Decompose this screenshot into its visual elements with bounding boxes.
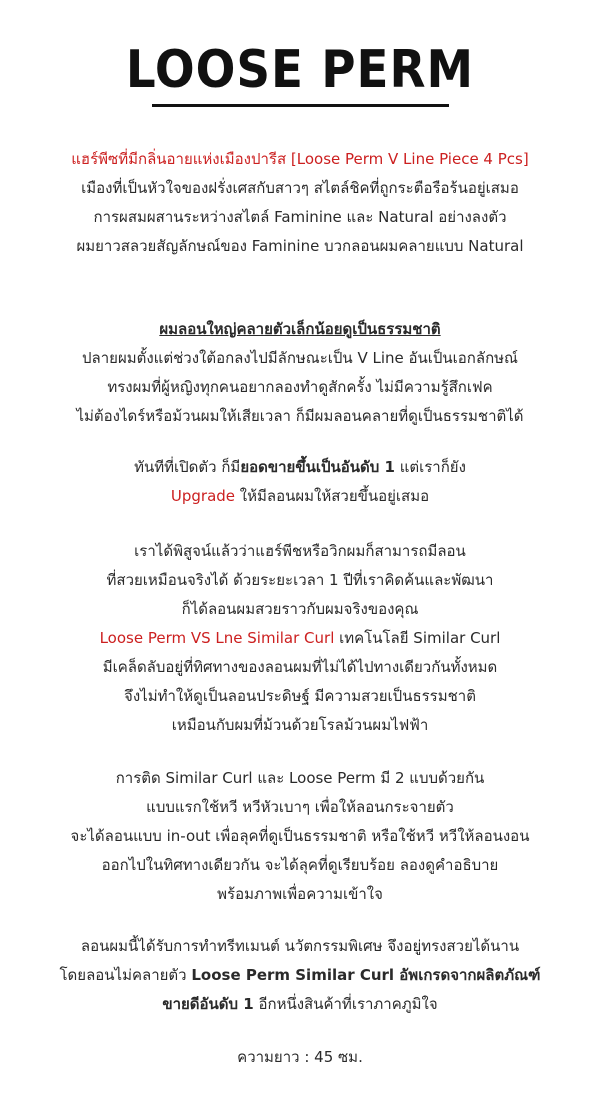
technology-line-1: เราได้พิสูจน์แล้วว่าแฮร์พีชหรือวิกผมก็สามารถมีลอน (134, 542, 466, 560)
treatment-line-1: ลอนผมนี้ได้รับการทำทรีทเมนต์ นวัตกรรมพิเศษ จึงอยู่ทรงสวยได้นาน (80, 937, 520, 955)
bestseller-pre-text: ทันทีที่เปิดตัว ก็มี (134, 458, 241, 476)
length-text: ความยาว : 45 ซม. (237, 1048, 363, 1066)
bestseller-post-text: แต่เราก็ยัง (394, 458, 466, 476)
bestseller-line-2 (0, 482, 600, 511)
styling-line-1: การติด Similar Curl และ Loose Perm มี 2 แบบด้วยกัน (115, 769, 485, 787)
treatment-section (0, 932, 600, 1019)
styling-line-5: พร้อมภาพเพื่อความเข้าใจ (217, 885, 383, 903)
technology-line-4 (0, 624, 600, 653)
intro-line-3: การผสมผสานระหว่างสไตล์ Faminine และ Natural อย่างลงตัว (93, 208, 507, 226)
technology-line-5: มีเคล็ดลับอยู่ที่ทิศทางของลอนผมที่ไม่ได้ไปทางเดียวกันทั้งหมด (102, 658, 498, 676)
intro-section (0, 145, 600, 261)
feature-section (0, 315, 600, 431)
styling-section (0, 764, 600, 909)
page-title: LOOSE PERM (125, 40, 475, 100)
feature-line-1: ปลายผมตั้งแต่ช่วงใต้อกลงไปมีลักษณะเป็น V Line อันเป็นเอกลักษณ์ (82, 349, 518, 367)
intro-headline: แฮร์พีซที่มีกลิ่นอายแห่งเมืองปารีส [Loose Perm V Line Piece 4 Pcs] (71, 150, 529, 168)
treatment-line-2-pre: โดยลอนไม่คลายตัว (59, 966, 192, 984)
similar-curl-highlight: Loose Perm VS Lne Similar Curl (99, 629, 335, 647)
styling-line-2: แบบแรกใช้หวี หวีหัวเบาๆ เพื่อให้ลอนกระจายตัว (146, 798, 454, 816)
upgrade-post-text: ให้มีลอนผมให้สวยขึ้นอยู่เสมอ (235, 487, 430, 505)
length-section (0, 1043, 600, 1072)
technology-line-7: เหมือนกับผมที่ม้วนด้วยโรลม้วนผมไฟฟ้า (171, 716, 429, 734)
feature-line-3: ไม่ต้องไดร์หรือม้วนผมให้เสียเวลา ก็มีผมลอนคลายที่ดูเป็นธรรมชาติได้ (76, 407, 524, 425)
treatment-line-2-bold: Loose Perm Similar Curl อัพเกรดจากผลิตภัณฑ์ (191, 966, 541, 984)
treatment-line-2 (0, 961, 600, 990)
treatment-line-3-bold: ขายดีอันดับ 1 (162, 995, 254, 1013)
treatment-line-3-post: อีกหนึ่งสินค้าที่เราภาคภูมิใจ (253, 995, 438, 1013)
technology-line-6: จึงไม่ทำให้ดูเป็นลอนประดิษฐ์ มีความสวยเป็นธรรมชาติ (124, 687, 476, 705)
technology-section (0, 537, 600, 740)
technology-line-2: ที่สวยเหมือนจริงได้ ด้วยระยะเวลา 1 ปีที่เราคิดค้นและพัฒนา (106, 571, 494, 589)
bestseller-section (0, 453, 600, 511)
styling-line-3: จะได้ลอนแบบ in-out เพื่อลุคที่ดูเป็นธรรมชาติ หรือใช้หวี หวีให้ลอนงอน (70, 827, 530, 845)
intro-line-4: ผมยาวสลวยสัญลักษณ์ของ Faminine บวกลอนผมคลายแบบ Natural (76, 237, 524, 255)
upgrade-highlight: Upgrade (170, 487, 236, 505)
bestseller-line-1 (0, 453, 600, 482)
title-underline (152, 104, 449, 107)
technology-line-4-post: เทคโนโลยี Similar Curl (334, 629, 501, 647)
styling-line-4: ออกไปในทิศทางเดียวกัน จะได้ลุคที่ดูเรียบร้อย ลองดูคำอธิบาย (101, 856, 499, 874)
intro-line-2: เมืองที่เป็นหัวใจของฝรั่งเศสกับสาวๆ สไตล์ชิคที่ถูกระตือรือร้นอยู่เสมอ (81, 179, 519, 197)
feature-heading: ผมลอนใหญ่คลายตัวเล็กน้อยดูเป็นธรรมชาติ (159, 320, 441, 338)
bestseller-highlight: ยอดขายขึ้นเป็นอันดับ 1 (240, 458, 395, 476)
technology-line-3: ก็ได้ลอนผมสวยราวกับผมจริงของคุณ (181, 600, 419, 618)
feature-line-2: ทรงผมที่ผู้หญิงทุกคนอยากลองทำดูสักครั้ง ไม่มีความรู้สึกเฟค (107, 378, 493, 396)
treatment-line-3 (0, 990, 600, 1019)
